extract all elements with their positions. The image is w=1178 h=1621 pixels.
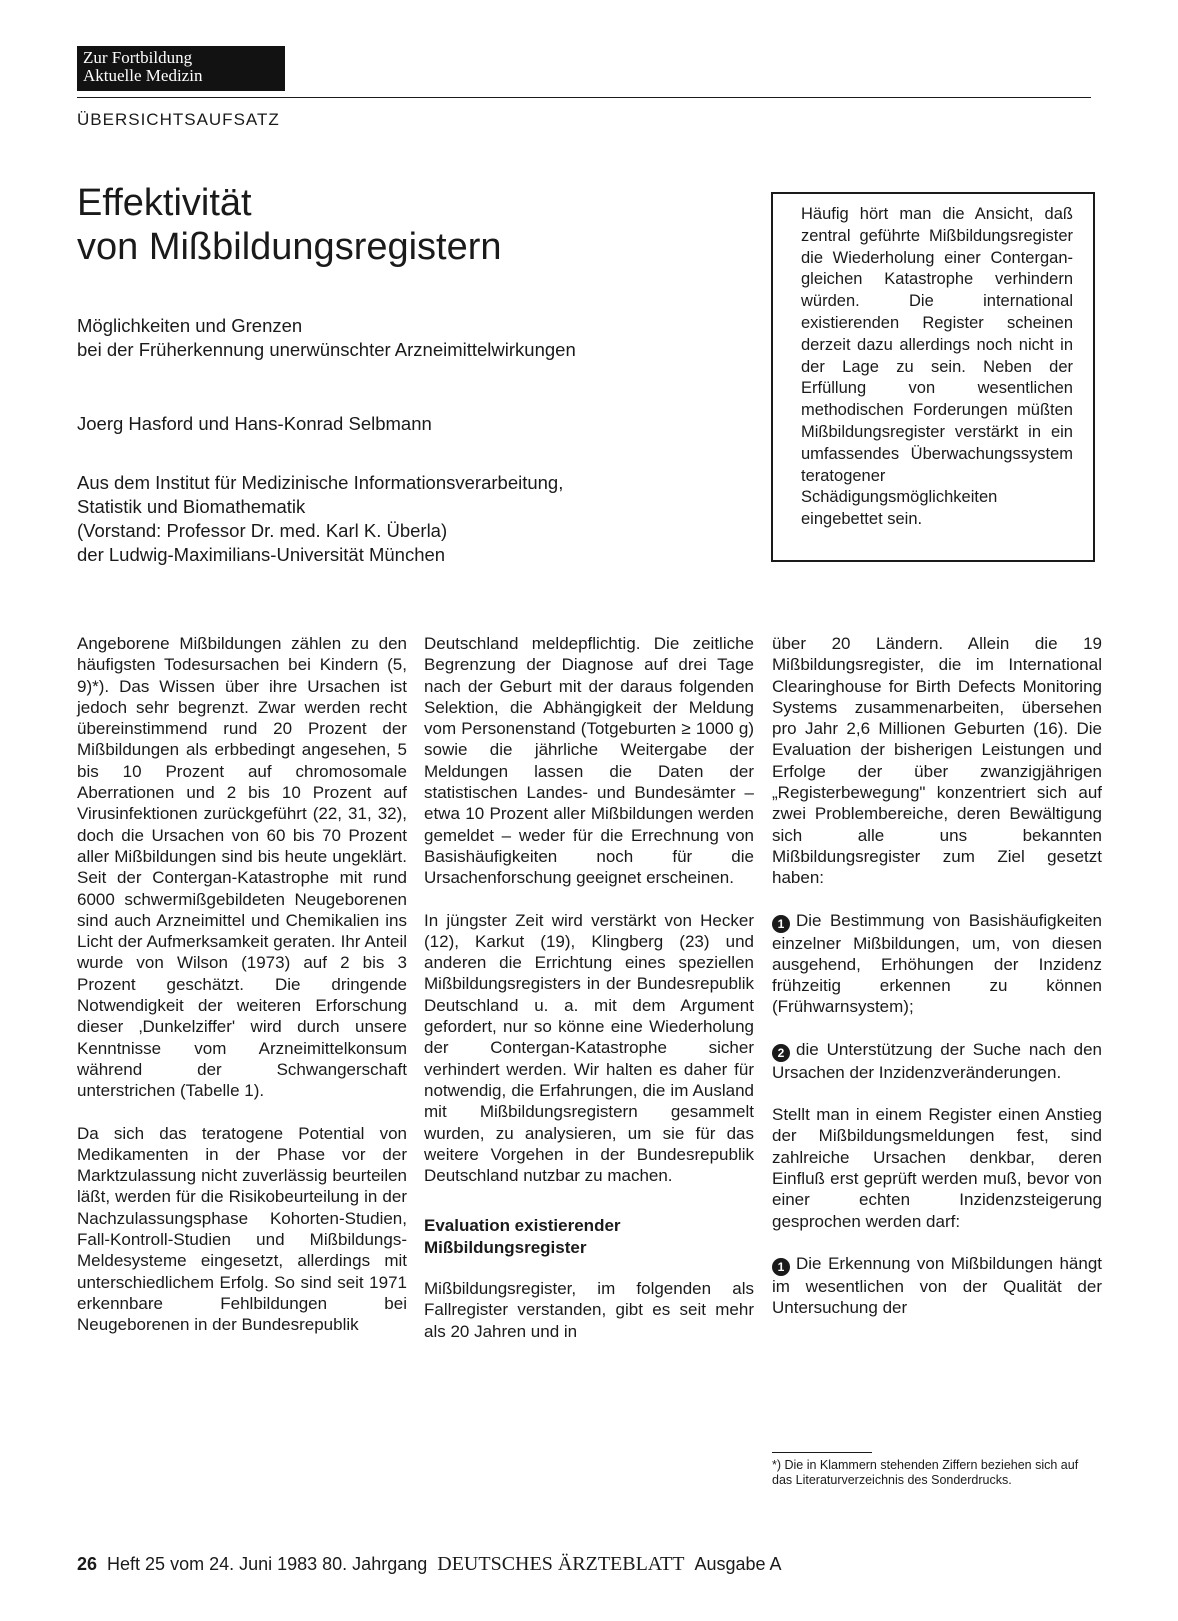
paragraph: In jüngster Zeit wird verstärkt von Hecker (12), Karkut (19), Klingberg (23) und anderen die Errichtung eines speziellen Mißbildungsregisters in der Bundesrepublik Deutschland u. a. mit dem Argument gefordert, nur so könne eine Wiederholung der Contergan-Katastrophe sicher verhindert werden. Wir halten es daher für notwendig, die Erfahrungen, die im Ausland mit Mißbildungsregistern gesammelt wurden, zu analysieren, um sie für das weitere Vorgehen in der Bundesrepublik Deutschland nutzbar zu machen. bbox=[424, 910, 754, 1186]
affiliation-line-4: der Ludwig-Maximilians-Universität München bbox=[77, 544, 446, 565]
body-column-1 bbox=[77, 633, 407, 1336]
title-line-2: von Mißbildungsregistern bbox=[77, 226, 502, 268]
list-item-text: die Unterstützung der Suche nach den Ursachen der Inzidenzveränderungen. bbox=[772, 1039, 1102, 1082]
section-badge bbox=[77, 46, 285, 91]
section-label: ÜBERSICHTSAUFSATZ bbox=[77, 110, 280, 129]
list-item bbox=[772, 1039, 1102, 1083]
article-title bbox=[77, 181, 502, 269]
abstract-text: Häufig hört man die Ansicht, daß zentral geführte Mißbildungsregister die Wiederholung einer Contergan-gleichen Katastrophe verhindern würden. Die international existierenden Register scheinen derzeit dazu allerdings noch nicht in der Lage zu sein. Neben der Erfüllung von wesentlichen methodischen Forderungen müßten Mißbildungsregister verstärkt in ein umfassendes Überwachungssystem teratogener Schädigungsmöglichkeiten eingebettet sein. bbox=[801, 205, 1073, 529]
heading-line-1: Evaluation existierender bbox=[424, 1216, 621, 1236]
list-item bbox=[772, 1253, 1102, 1319]
number-1-icon: 1 bbox=[772, 915, 790, 933]
affiliation-line-1: Aus dem Institut für Medizinische Informationsverarbeitung, bbox=[77, 472, 564, 493]
subtitle-line-2: bei der Früherkennung unerwünschter Arzneimittelwirkungen bbox=[77, 339, 576, 360]
number-2-icon: 2 bbox=[772, 1044, 790, 1062]
issue-info: Heft 25 vom 24. Juni 1983 80. Jahrgang bbox=[107, 1554, 428, 1574]
affiliation-line-2: Statistik und Biomathematik bbox=[77, 496, 306, 517]
list-item-text: Die Bestimmung von Basishäufigkeiten einzelner Mißbildungen, um, von diesen ausgehend, Erhöhungen der Inzidenz frühzeitig erkennen zu können (Frühwarnsystem); bbox=[772, 910, 1102, 1017]
subtitle-line-1: Möglichkeiten und Grenzen bbox=[77, 315, 303, 336]
page-footer bbox=[77, 1553, 782, 1576]
paragraph: Da sich das teratogene Potential von Medikamenten in der Phase vor der Marktzulassung nicht zuverlässig beurteilen läßt, werden für die Risikobeurteilung in der Nachzulassungsphase Kohorten-Studien, Fall-Kontroll-Studien und Mißbildungs-Meldesysteme eingesetzt, allerdings mit unterschiedlichem Erfolg. So sind seit 1971 erkennbare Fehlbildungen bei Neugeborenen in der Bundesrepublik bbox=[77, 1123, 407, 1335]
body-column-2 bbox=[424, 633, 754, 1342]
affiliation bbox=[77, 471, 563, 567]
paragraph: Stellt man in einem Register einen Anstieg der Mißbildungsmeldungen fest, sind zahlreiche Ursachen denkbar, deren Einfluß erst geprüft werden muß, bevor von einer echten Inzidenzsteigerung gesprochen werden darf: bbox=[772, 1105, 1102, 1231]
badge-line-1: Zur Fortbildung bbox=[83, 48, 193, 67]
journal-name: DEUTSCHES ÄRZTEBLATT bbox=[437, 1553, 685, 1575]
title-line-1: Effektivität bbox=[77, 182, 252, 224]
list-item bbox=[772, 910, 1102, 1018]
number-1-icon: 1 bbox=[772, 1258, 790, 1276]
heading-line-2: Mißbildungsregister bbox=[424, 1237, 587, 1257]
header-rule bbox=[77, 97, 1091, 98]
affiliation-line-3: (Vorstand: Professor Dr. med. Karl K. Überla) bbox=[77, 520, 448, 541]
authors: Joerg Hasford und Hans-Konrad Selbmann bbox=[77, 413, 432, 434]
footnote-rule bbox=[772, 1452, 872, 1453]
list-item-text: Die Erkennung von Mißbildungen hängt im wesentlichen von der Qualität der Untersuchung der bbox=[772, 1253, 1102, 1318]
footnote: *) Die in Klammern stehenden Ziffern beziehen sich auf das Literaturverzeichnis des Sonderdrucks. bbox=[772, 1458, 1079, 1487]
section-heading bbox=[424, 1215, 754, 1258]
edition: Ausgabe A bbox=[694, 1554, 782, 1574]
body-column-3 bbox=[772, 633, 1102, 1318]
abstract-box bbox=[771, 192, 1095, 562]
article-subtitle bbox=[77, 314, 576, 362]
paragraph: Angeborene Mißbildungen zählen zu den häufigsten Todesursachen bei Kindern (5, 9)*). Das Wissen über ihre Ursachen ist jedoch sehr begrenzt. Zwar werden recht übereinstimmend rund 20 Prozent der Mißbildungen als erbbedingt angesehen, 5 bis 10 Prozent auf chromosomale Aberrationen und 2 bis 10 Prozent auf Virusinfektionen zurückgeführt (22, 31, 32), doch die Ursachen von 60 bis 70 Prozent aller Mißbildungen sind bis heute ungeklärt. Seit der Contergan-Katastrophe mit rund 6000 schwermißgebildeten Neugeborenen sind auch Arzneimittel und Chemikalien ins Licht der Aufmerksamkeit geraten. Ihr Anteil wurde von Wilson (1973) auf 2 bis 3 Prozent geschätzt. Die dringende Notwendigkeit der weiteren Erforschung dieser ‚Dunkelziffer' wird durch unsere Kenntnisse vom Arzneimittelkonsum während der Schwangerschaft unterstrichen (Tabelle 1). bbox=[77, 634, 407, 1101]
page-number: 26 bbox=[77, 1554, 98, 1574]
paragraph: über 20 Ländern. Allein die 19 Mißbildungsregister, die im International Clearinghouse for Birth Defects Monitoring Systems zusammenarbeiten, übersehen pro Jahr 2,6 Millionen Geburten (16). Die Evaluation der bisherigen Leistungen und Erfolge der über zwanzigjährigen „Registerbewegung" konzentriert sich auf zwei Problembereiche, deren Bewältigung sich alle uns bekannten Mißbildungsregister zum Ziel gesetzt haben: bbox=[772, 634, 1102, 888]
paragraph: Deutschland meldepflichtig. Die zeitliche Begrenzung der Diagnose auf drei Tage nach der Geburt mit der daraus folgenden Selektion, die Abhängigkeit der Meldung vom Personenstand (Totgeburten ≥ 1000 g) sowie die jährliche Weitergabe der Meldungen lassen die Daten der statistischen Landes- und Bundesämter – etwa 10 Prozent aller Mißbildungen werden gemeldet – weder für die Errechnung von Basishäufigkeiten noch für die Ursachenforschung geeignet erscheinen. bbox=[424, 634, 754, 888]
paragraph: Mißbildungsregister, im folgenden als Fallregister verstanden, gibt es seit mehr als 20 Jahren und in bbox=[424, 1279, 754, 1341]
badge-line-2: Aktuelle Medizin bbox=[83, 66, 203, 85]
